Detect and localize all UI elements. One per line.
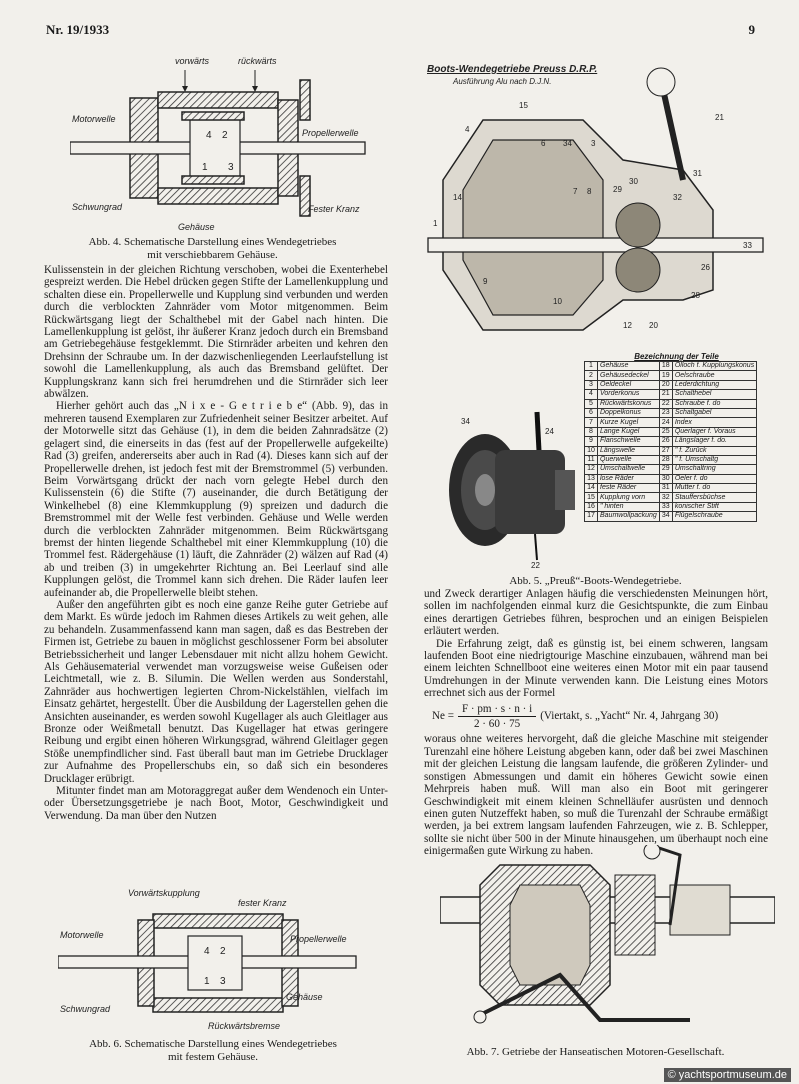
legend-part-name: Ölloch f. Kupplungskonus xyxy=(672,362,756,371)
legend-part-number: 6 xyxy=(585,408,598,417)
label-housing: Gehäuse xyxy=(286,992,323,1002)
legend-part-number: 19 xyxy=(659,371,672,380)
legend-part-number: 14 xyxy=(585,484,598,493)
legend-row xyxy=(585,465,757,474)
legend-part-number: 2 xyxy=(585,371,598,380)
svg-text:4: 4 xyxy=(206,130,212,141)
legend-part-name: Kurze Kugel xyxy=(598,418,660,427)
figure-6-caption: Abb. 6. Schematische Darstellung eines Wendegetriebes mit festem Gehäuse. xyxy=(89,1038,337,1063)
legend-part-name: Lange Kugel xyxy=(598,427,660,436)
legend-part-number: 9 xyxy=(585,437,598,446)
page-number: 9 xyxy=(748,22,755,37)
motor-shaft xyxy=(70,142,195,154)
svg-text:8: 8 xyxy=(587,187,592,196)
legend-part-name: " f. Zurück xyxy=(672,446,756,455)
legend-row xyxy=(585,427,757,436)
parts-legend-table xyxy=(584,361,757,522)
parts-legend: Bezeichnung der Teile 1 Gehäuse 18 Ölloch f. Kupplungskonus 2 Gehäusedeckel 19 Oelschraube 3 Oeldeckel 20 Lederdichtung 4 Vorderkonus 21 Schalthebel 5 Rückwärtskonus 22 Schraube f. do 6 Doppelkonus 23 Schaltgabel 7 Kurze Kugel 24 Index 8 Lange Kugel 25 Querlager f. Voraus 9 Flanschwelle 26 Längslager f. do. 10 Längswelle 27 " f. Zurück 11 Querwelle 28 " f. Umschaltg 12 Umschaltwelle 29 Umschaltring 13 lose Räder 30 Oeler f. do 14 feste Räder 31 Mutter f. do 15 Kupplung vorn 32 Stauffersbüchse 16 " hinten 33 konischer Stift 17 Baumwollpackung 34 Flügelschraube xyxy=(584,352,769,522)
svg-text:4: 4 xyxy=(204,946,210,957)
svg-text:3: 3 xyxy=(591,139,596,148)
legend-row xyxy=(585,399,757,408)
motor-shaft xyxy=(58,956,198,968)
svg-text:3: 3 xyxy=(228,162,234,173)
legend-part-number: 32 xyxy=(659,493,672,502)
legend-part-number: 12 xyxy=(585,465,598,474)
svg-text:12: 12 xyxy=(623,321,632,330)
legend-part-number: 20 xyxy=(659,380,672,389)
paragraph: Die Erfahrung zeigt, daß es günstig ist, bei einem schweren, langsam laufenden Boot eine niedrigtourige Maschine einzubauen, während man bei einem leichten Schnellboot eine weiteres einen Motor mit ein paar tausend Umdrehungen in der Minute verwenden kann. Die Leistung eines Motors errechnet sich aus der Formel xyxy=(424,637,768,700)
label-housing: Gehäuse xyxy=(178,222,215,232)
legend-row xyxy=(585,380,757,389)
svg-text:14: 14 xyxy=(453,193,462,202)
legend-row xyxy=(585,446,757,455)
legend-part-name: Schaltgabel xyxy=(672,408,756,417)
paragraph: Mitunter findet man am Motoraggregat außer dem Wendenoch ein Unter- oder Übersetzungsgetriebe je nach Boot, Motor, Geschwindigkeit und Verwendung. Da man über den Nutzen xyxy=(44,785,388,822)
svg-text:6: 6 xyxy=(541,139,546,148)
label-propeller-shaft: Propellerwelle xyxy=(290,934,347,944)
svg-text:1: 1 xyxy=(204,976,210,987)
legend-part-name: Schraube f. do xyxy=(672,399,756,408)
legend-part-name: Längslager f. do. xyxy=(672,437,756,446)
paragraph: woraus ohne weiteres hervorgeht, daß die gleiche Maschine mit steigender Turenzahl eine höhere Leistung abgeben kann, oder daß bei zwei Maschinen mit der gleichen Leistung die langsam laufende, die größeren Zylinder- und sonstigen Abmessungen und damit ein höheres Gewicht sowie einen Mehrpreis haben muß. Will man also ein Boot mit geringerer Geschwindigkeit mit einem kleinen Schnelläufer ausrüsten und dennoch einen guten Nutzeffekt haben, so muß die Turenzahl der Schraube ermäßigt werden, ja bei extrem langsam laufenden Fahrzeugen, wie z. B. Schlepper, sollte sie nicht über 500 in der Minute hinausgehen, um überhaupt noch eine einigermaßen gute Wirkung zu haben. xyxy=(424,733,768,858)
label-propeller-shaft: Propellerwelle xyxy=(302,128,359,138)
legend-part-number: 29 xyxy=(659,465,672,474)
svg-text:10: 10 xyxy=(553,297,562,306)
legend-part-name: Oeler f. do xyxy=(672,474,756,483)
legend-part-name: Oelschraube xyxy=(672,371,756,380)
svg-text:4: 4 xyxy=(465,125,470,134)
figure-4-caption: Abb. 4. Schematische Darstellung eines Wendegetriebes mit verschiebbarem Gehäuse. xyxy=(88,236,337,261)
legend-part-name: feste Räder xyxy=(598,484,660,493)
housing-bottom xyxy=(158,188,278,204)
legend-part-number: 11 xyxy=(585,455,598,464)
svg-text:7: 7 xyxy=(573,187,578,196)
label-forward-clutch: Vorwärtskupplung xyxy=(128,888,200,898)
label-fixed-ring: fester Kranz xyxy=(238,898,287,908)
legend-part-name: Stauffersbüchse xyxy=(672,493,756,502)
svg-text:28: 28 xyxy=(691,291,700,300)
legend-part-name: Oeldeckel xyxy=(598,380,660,389)
figure-5-cross-section xyxy=(423,60,768,350)
svg-text:9: 9 xyxy=(483,277,488,286)
legend-part-number: 15 xyxy=(585,493,598,502)
legend-part-name: Umschaltring xyxy=(672,465,756,474)
legend-part-name: Flügelschraube xyxy=(672,512,756,521)
legend-part-number: 1 xyxy=(585,362,598,371)
legend-part-name: Vorderkonus xyxy=(598,390,660,399)
gearbox-body xyxy=(495,450,565,534)
legend-part-number: 30 xyxy=(659,474,672,483)
label-flywheel: Schwungrad xyxy=(72,202,123,212)
figure-7-diagram xyxy=(440,845,775,1040)
label-flywheel: Schwungrad xyxy=(60,1004,111,1014)
legend-row xyxy=(585,437,757,446)
svg-text:33: 33 xyxy=(743,241,752,250)
legend-part-name: Umschaltwelle xyxy=(598,465,660,474)
legend-part-number: 24 xyxy=(659,418,672,427)
legend-part-number: 28 xyxy=(659,455,672,464)
fixed-ring-top xyxy=(300,80,310,120)
legend-row xyxy=(585,484,757,493)
svg-text:22: 22 xyxy=(531,561,540,570)
legend-part-name: " f. Umschaltg xyxy=(672,455,756,464)
figure-5-subtitle: Ausführung Alu nach D.J.N. xyxy=(453,77,552,86)
legend-row xyxy=(585,390,757,399)
watermark: © yachtsportmuseum.de xyxy=(664,1068,791,1082)
legend-part-name: Rückwärtskonus xyxy=(598,399,660,408)
label-reverse: rückwärts xyxy=(238,56,277,66)
gear-block xyxy=(188,936,242,990)
legend-part-number: 26 xyxy=(659,437,672,446)
legend-part-number: 23 xyxy=(659,408,672,417)
left-column-text xyxy=(44,264,388,822)
legend-row xyxy=(585,408,757,417)
svg-text:34: 34 xyxy=(563,139,572,148)
legend-part-number: 21 xyxy=(659,390,672,399)
svg-text:32: 32 xyxy=(673,193,682,202)
legend-part-number: 34 xyxy=(659,512,672,521)
legend-part-number: 18 xyxy=(659,362,672,371)
svg-text:1: 1 xyxy=(202,162,208,173)
legend-part-name: lose Räder xyxy=(598,474,660,483)
legend-part-number: 25 xyxy=(659,427,672,436)
legend-part-number: 22 xyxy=(659,399,672,408)
main-shaft xyxy=(428,238,763,252)
svg-text:3: 3 xyxy=(220,976,226,987)
label-motor-shaft: Motorwelle xyxy=(60,930,104,940)
label-forward: vorwärts xyxy=(175,56,210,66)
legend-part-name: Längswelle xyxy=(598,446,660,455)
svg-text:29: 29 xyxy=(613,185,622,194)
propeller-shaft xyxy=(235,142,365,154)
legend-part-name: Flanschwelle xyxy=(598,437,660,446)
legend-part-name: Schalthebel xyxy=(672,390,756,399)
legend-row xyxy=(585,493,757,502)
legend-part-number: 33 xyxy=(659,502,672,511)
legend-part-number: 16 xyxy=(585,502,598,511)
figure-4-diagram xyxy=(70,50,370,235)
paragraph: Kulissenstein in der gleichen Richtung verschoben, wobei die Exenterhebel gespreizt werden. Die Hebel drücken gegen Stifte der Lamellenkupplung und schalten diese ein. Propellerwelle und Kupplung sind verbunden und werden durch die verblockten Zahnräder vom Motor mitgenommen. Beim Rückwärtsgang liegt der Schalthebel mit der Gabel nach hinten. Die Lamellenkupplung ist gelöst, ihr äußerer Kranz jedoch durch ein Bremsband am Getriebegehäuse festgeklemmt. Die Stirnräder arbeiten und kehren den Drehsinn der Schraube um. In der dazwischenliegenden Leerlaufstellung ist sowohl die Lamellenkupplung, als auch das Bremsband gelüftet. Der Kupplungskranz kann sich frei herumdrehen und die Stirnräder sich leer abwälzen. xyxy=(44,264,388,401)
legend-row xyxy=(585,502,757,511)
figure-7-caption: Abb. 7. Getriebe der Hanseatischen Motoren-Gesellschaft. xyxy=(466,1046,725,1058)
legend-row xyxy=(585,418,757,427)
legend-part-name: Gehäuse xyxy=(598,362,660,371)
legend-row xyxy=(585,362,757,371)
legend-part-number: 4 xyxy=(585,390,598,399)
issue-number: Nr. 19/1933 xyxy=(46,22,110,37)
legend-part-number: 5 xyxy=(585,399,598,408)
paragraph: Hierher gehört auch das „N i x e - G e t r i e b e“ (Abb. 9), das in mehreren tausend Exemplaren zur Zufriedenheit seiner Besitzer arbeitet. Auf der Motorwelle sitzt das Gehäuse (1), in dem die beiden Zahnradsätze (2) gelagert sind, die einerseits in das (fest auf der Propellerwelle aufgekeilte) Rad (3) greifen, andererseits aber auch in Rad (4). Dieses kann sich auf der Propellerwelle drehen, ist jedoch fest mit der Bremstrommel (5) verbunden. Beim Vorwärtsgang drückt der nach vorn gelegte Hebel durch den Kulissenstein (6) die Stifte (7) auseinander, die durch Betätigung der Winkelhebel (8) eine Klemmkupplung (9) spreizen und dadurch die Bremstrommel mit der Welle fest verbinden. Gehäuse und Welle werden durch die verblockten Zahnräder mitgenommen. Beim Rückwärtsgang bremst der hinten liegende Schalthebel mit einer Klemmkupplung (10) die Trommel fest. Rädergehäuse (1) läuft, die Zahnräder (2) wälzen auf Rad (4) ab und treiben (3) in umgekehrter Richtung an. Bei Leerlauf sind alle Kupplungen gelöst, die Trommel kann sich drehen. Die Räder laufen leer aufeinander ab, die Propellerwelle bleibt stehen. xyxy=(44,400,388,599)
svg-text:15: 15 xyxy=(519,101,528,110)
paragraph: Außer den angeführten gibt es noch eine ganze Reihe guter Getriebe auf dem Markt. Es würde jedoch im Rahmen dieses Artikels zu weit gehen, alle zu behandeln. Zusammenfassend kann man sagen, daß es das Bestreben der Firmen ist, Getriebe zu bauen in möglichst geschlossener Form bei absoluter Betriebssicherheit und langer Lebensdauer mit nicht allzu hohem Gewicht. Als Gehäusematerial verwendet man vorzugsweise weise Gußeisen oder Leichtmetall, wie z. B. Silumin. Die Wellen werden aus Sonderstahl, Zahnräder aus hochwertigen legierten Chrom-Nickelstählen, vielfach im Einsatz gehärtet, hergestellt. Über die Ausbildung der Lagerstellen gehen die Ansichten auseinander, es werden sowohl Kugellager als auch Gleitlager aus Bronze oder Weißmetall benutzt. Das Kugellager hat etwas geringere Reibung und ergibt einen höheren Wirkungsgrad, während Gleitlager gegen Stöße unempfindlicher sind. Fast überall baut man im Getriebe Drucklager zur Aufnahme des Propellerschubs ein, so daß sich ein besonderes Drucklager erübrigt. xyxy=(44,598,388,785)
power-formula: Ne = $\frac{F \cdot pm \cdot s \cdot n \cdot i}{2 \cdot 60 \cdot 75}$ (Viertakt, s. „Yacht“ Nr. 4, Jahrgang 30) xyxy=(432,702,719,731)
label-fixed-ring: Fester Kranz xyxy=(308,204,360,214)
paragraph: und Zweck derartiger Anlagen häufig die verschiedensten Meinungen hört, sollen im nachfolgenden einmal kurz die Gesichtspunkte, die zum Einbau eines derartigen Getriebes führen, besprochen und an einigen Beispielen erläutert werden. xyxy=(424,588,768,638)
legend-part-number: 8 xyxy=(585,427,598,436)
svg-text:30: 30 xyxy=(629,177,638,186)
legend-row xyxy=(585,474,757,483)
legend-part-name: konischer Stift xyxy=(672,502,756,511)
legend-part-number: 7 xyxy=(585,418,598,427)
legend-part-name: Kupplung vorn xyxy=(598,493,660,502)
svg-text:2: 2 xyxy=(222,130,228,141)
legend-part-number: 13 xyxy=(585,474,598,483)
legend-part-name: Gehäusedeckel xyxy=(598,371,660,380)
svg-text:34: 34 xyxy=(461,417,470,426)
svg-text:1: 1 xyxy=(433,219,438,228)
legend-row xyxy=(585,371,757,380)
legend-part-number: 17 xyxy=(585,512,598,521)
legend-part-name: Index xyxy=(672,418,756,427)
figure-6-diagram xyxy=(58,884,358,1034)
legend-part-name: " hinten xyxy=(598,502,660,511)
legend-row xyxy=(585,512,757,521)
svg-text:21: 21 xyxy=(715,113,724,122)
legend-part-name: Lederdichtung xyxy=(672,380,756,389)
svg-text:20: 20 xyxy=(649,321,658,330)
right-column-text xyxy=(424,588,768,858)
figure-5-photo xyxy=(445,410,580,570)
legend-part-number: 31 xyxy=(659,484,672,493)
legend-row xyxy=(585,455,757,464)
legend-part-name: Querlager f. Voraus xyxy=(672,427,756,436)
legend-part-number: 27 xyxy=(659,446,672,455)
legend-part-name: Querwelle xyxy=(598,455,660,464)
legend-part-name: Mutter f. do xyxy=(672,484,756,493)
figure-5-caption: Abb. 5. „Preuß“-Boots-Wendegetriebe. xyxy=(509,575,682,587)
svg-text:2: 2 xyxy=(220,946,226,957)
housing-top xyxy=(158,92,278,108)
figure-5-title: Boots-Wendegetriebe Preuss D.R.P. xyxy=(427,64,598,75)
legend-part-name: Baumwollpackung xyxy=(598,512,660,521)
legend-part-number: 3 xyxy=(585,380,598,389)
label-motor-shaft: Motorwelle xyxy=(72,114,116,124)
svg-text:24: 24 xyxy=(545,427,554,436)
legend-part-name: Doppelkonus xyxy=(598,408,660,417)
legend-part-number: 10 xyxy=(585,446,598,455)
label-reverse-brake: Rückwärtsbremse xyxy=(208,1021,281,1031)
svg-text:31: 31 xyxy=(693,169,702,178)
svg-text:26: 26 xyxy=(701,263,710,272)
